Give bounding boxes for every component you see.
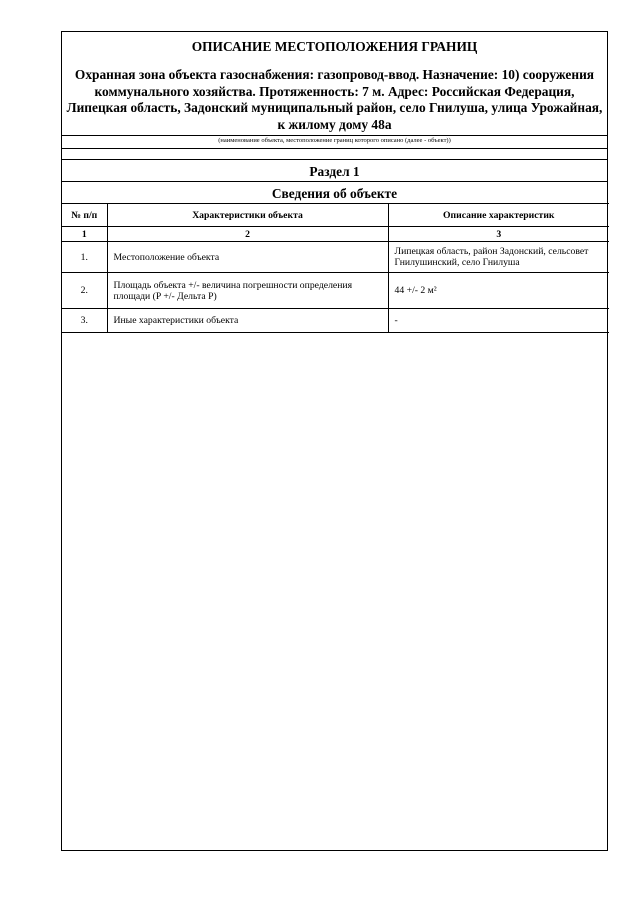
section-subtitle: Сведения об объекте — [62, 181, 607, 203]
column-numbers-row — [62, 227, 609, 242]
spacer-row — [62, 148, 607, 159]
document-header — [62, 32, 607, 135]
column-header-description: Описание характеристик — [388, 204, 609, 227]
column-header-number: № п/п — [62, 204, 107, 227]
row-characteristic: Иные характеристики объекта — [107, 309, 388, 333]
row-characteristic: Местоположение объекта — [107, 242, 388, 273]
document-title: ОПИСАНИЕ МЕСТОПОЛОЖЕНИЯ ГРАНИЦ — [191, 39, 478, 54]
row-number: 2. — [62, 273, 107, 309]
characteristics-table — [62, 203, 609, 333]
column-number: 3 — [388, 227, 609, 242]
table-row — [62, 273, 609, 309]
row-value: 44 +/- 2 м² — [388, 273, 609, 309]
object-description: Охранная зона объекта газоснабжения: газопровод-ввод. Назначение: 10) сооружения коммунального хозяйства. Протяженность: 7 м. Адрес: Российская Федерация, Липецкая область, Задонский муниципальный район, село Гнилуша, улица Урожайная, к жилому дому 48а — [66, 67, 603, 132]
object-note: (наименование объекта, местоположение границ которого описано (далее - объект)) — [62, 135, 607, 148]
row-characteristic: Площадь объекта +/- величина погрешности определения площади (P +/- Дельта P) — [107, 273, 388, 309]
row-number: 3. — [62, 309, 107, 333]
column-number: 1 — [62, 227, 107, 242]
document-frame — [61, 31, 608, 851]
table-row — [62, 242, 609, 273]
row-number: 1. — [62, 242, 107, 273]
section-title: Раздел 1 — [62, 159, 607, 181]
column-header-characteristic: Характеристики объекта — [107, 204, 388, 227]
row-value: - — [388, 309, 609, 333]
table-header-row — [62, 204, 609, 227]
column-number: 2 — [107, 227, 388, 242]
table-row — [62, 309, 609, 333]
row-value: Липецкая область, район Задонский, сельсовет Гнилушинский, село Гнилуша — [388, 242, 609, 273]
